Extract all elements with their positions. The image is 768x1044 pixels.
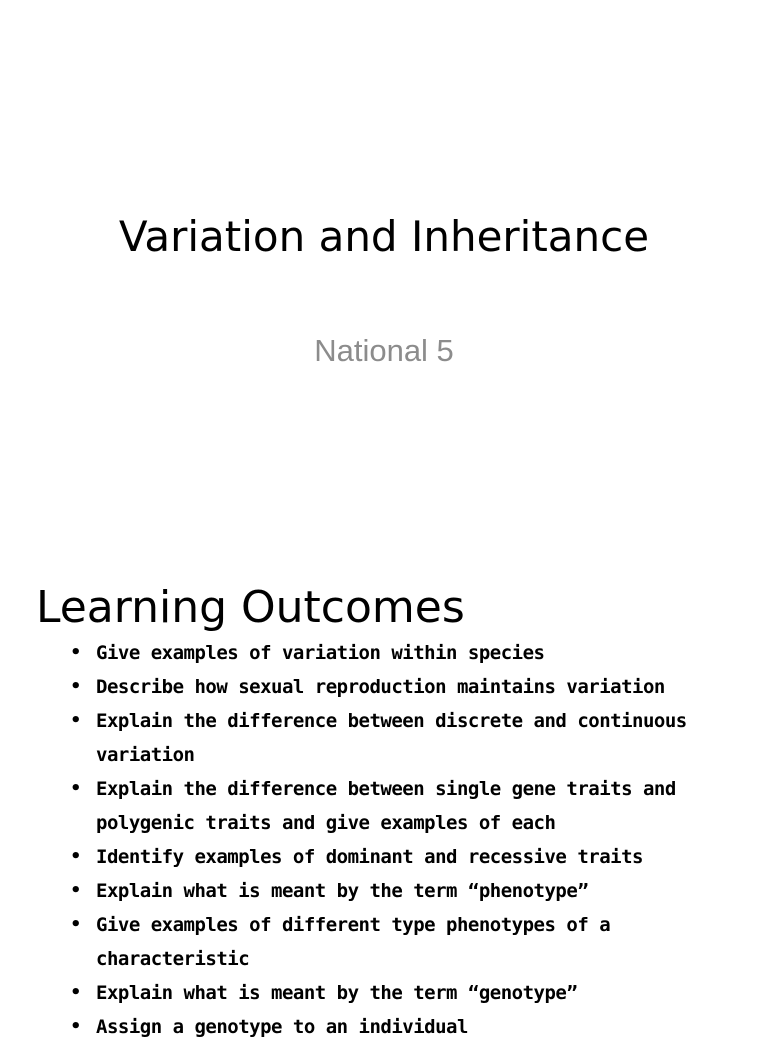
learning-outcomes-list	[70, 636, 710, 1044]
bullet-icon: •	[70, 710, 82, 731]
bullet-icon: •	[70, 642, 82, 663]
list-item-text: Give examples of variation within species	[96, 642, 545, 664]
list-item	[70, 1010, 710, 1044]
bullet-icon: •	[70, 1016, 82, 1037]
list-item	[70, 704, 710, 772]
learning-outcomes-heading: Learning Outcomes	[36, 582, 465, 633]
list-item	[70, 636, 710, 670]
list-item-text: Identify examples of dominant and recessive traits	[96, 846, 643, 868]
bullet-icon: •	[70, 982, 82, 1003]
bullet-icon: •	[70, 676, 82, 697]
list-item-text: Assign a genotype to an individual	[96, 1016, 468, 1038]
list-item-text: Give examples of different type phenotypes of a characteristic	[96, 914, 611, 970]
list-item	[70, 976, 710, 1010]
list-item	[70, 772, 710, 840]
list-item-text: Explain what is meant by the term “phenotype”	[96, 880, 589, 902]
bullet-icon: •	[70, 914, 82, 935]
list-item	[70, 840, 710, 874]
list-item	[70, 874, 710, 908]
slide-title: Variation and Inheritance	[118, 212, 650, 261]
list-item-text: Explain what is meant by the term “genotype”	[96, 982, 578, 1004]
list-item-text: Explain the difference between single gene traits and polygenic traits and give examples of each	[96, 778, 676, 834]
list-item	[70, 670, 710, 704]
bullet-icon: •	[70, 846, 82, 867]
slide-subtitle: National 5	[314, 333, 454, 368]
bullet-icon: •	[70, 880, 82, 901]
list-item-text: Explain the difference between discrete and continuous variation	[96, 710, 687, 766]
learning-outcomes-slide	[0, 576, 768, 1038]
list-item-text: Describe how sexual reproduction maintains variation	[96, 676, 665, 698]
list-item	[70, 908, 710, 976]
bullet-icon: •	[70, 778, 82, 799]
